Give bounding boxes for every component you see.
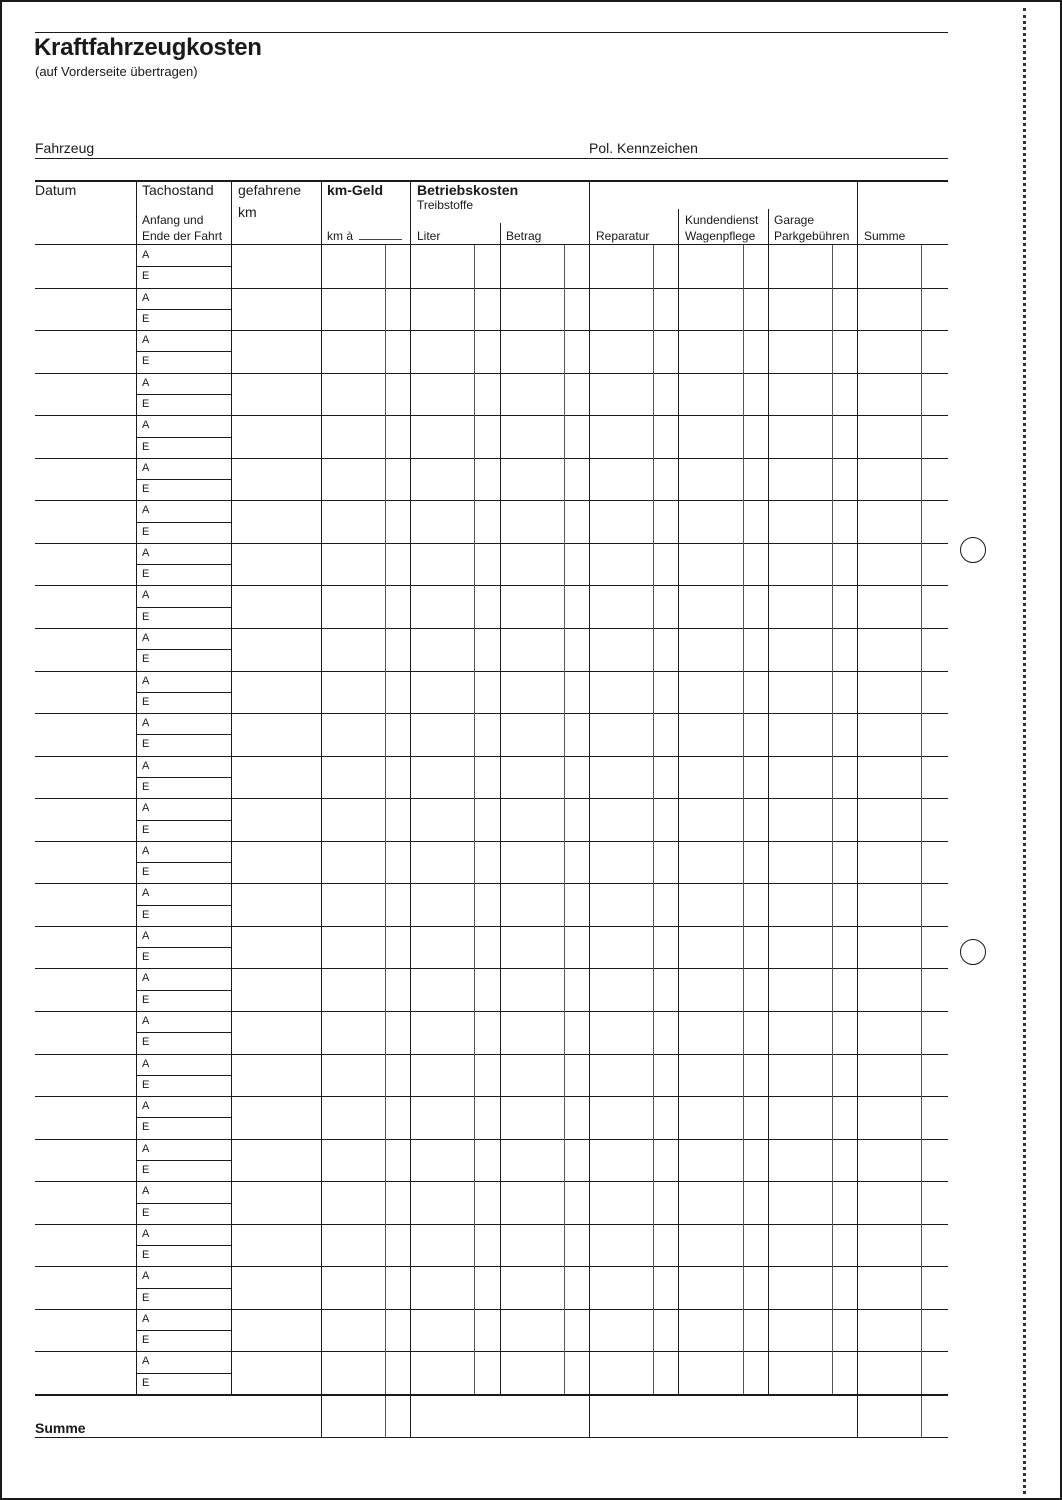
- tacho-subdivider: [136, 905, 232, 906]
- decimal-divider: [564, 245, 565, 1394]
- column-summe: Summe: [864, 229, 906, 243]
- tacho-subdivider: [136, 1075, 232, 1076]
- start-marker: A: [142, 887, 150, 899]
- column-rule: [231, 181, 232, 1394]
- column-rule: [136, 181, 137, 1394]
- row-separator: [35, 373, 948, 374]
- row-separator: [35, 671, 948, 672]
- decimal-divider: [653, 245, 654, 1394]
- end-marker: E: [142, 526, 150, 538]
- start-marker: A: [142, 419, 150, 431]
- start-marker: A: [142, 1270, 150, 1282]
- column-rule: [321, 181, 322, 1437]
- row-separator: [35, 628, 948, 629]
- decimal-divider: [832, 245, 833, 1394]
- tacho-subdivider: [136, 1373, 232, 1374]
- end-marker: E: [142, 1036, 150, 1048]
- row-separator: [35, 415, 948, 416]
- end-marker: E: [142, 738, 150, 750]
- row-separator: [35, 1054, 948, 1055]
- start-marker: A: [142, 1228, 150, 1240]
- decimal-divider: [474, 245, 475, 1394]
- end-marker: E: [142, 653, 150, 665]
- row-separator: [35, 1351, 948, 1352]
- column-rule: [589, 181, 590, 1437]
- column-rule: [768, 209, 769, 1394]
- start-marker: A: [142, 675, 150, 687]
- column-rule: [857, 181, 858, 1437]
- end-marker: E: [142, 1121, 150, 1133]
- end-marker: E: [142, 483, 150, 495]
- row-separator: [35, 543, 948, 544]
- table-header-bottom-rule: [35, 244, 948, 245]
- row-separator: [35, 1224, 948, 1225]
- column-rule: [589, 213, 590, 214]
- start-marker: A: [142, 1015, 150, 1027]
- tacho-subdivider: [136, 777, 232, 778]
- start-marker: A: [142, 632, 150, 644]
- column-rule: [678, 209, 679, 1394]
- row-separator: [35, 1309, 948, 1310]
- row-separator: [35, 330, 948, 331]
- tacho-subdivider: [136, 437, 232, 438]
- start-marker: A: [142, 1313, 150, 1325]
- perforation-line: [1023, 8, 1026, 1494]
- tacho-subdivider: [136, 564, 232, 565]
- column-kundendienst-2: Wagenpflege: [685, 229, 756, 243]
- end-marker: E: [142, 994, 150, 1006]
- column-betrag: Betrag: [506, 229, 542, 243]
- end-marker: E: [142, 398, 150, 410]
- column-kmgeld-rate: km à: [327, 229, 354, 243]
- column-rule: [500, 223, 501, 1394]
- end-marker: E: [142, 824, 150, 836]
- tacho-subdivider: [136, 1288, 232, 1289]
- row-separator: [35, 1139, 948, 1140]
- row-separator: [35, 1266, 948, 1267]
- start-marker: A: [142, 292, 150, 304]
- column-betriebskosten: Betriebskosten: [417, 182, 519, 198]
- end-marker: E: [142, 611, 150, 623]
- end-marker: E: [142, 1249, 150, 1261]
- summe-top-rule: [35, 1394, 948, 1396]
- column-rule: [410, 181, 411, 1437]
- start-marker: A: [142, 972, 150, 984]
- tacho-subdivider: [136, 479, 232, 480]
- start-marker: A: [142, 377, 150, 389]
- tacho-subdivider: [136, 1245, 232, 1246]
- punch-hole-lower: [960, 939, 986, 965]
- row-separator: [35, 841, 948, 842]
- end-marker: E: [142, 1207, 150, 1219]
- tacho-subdivider: [136, 862, 232, 863]
- column-liter: Liter: [417, 229, 441, 243]
- summe-bottom-rule: [35, 1437, 948, 1438]
- tacho-subdivider: [136, 394, 232, 395]
- column-gefahrene: gefahrene: [238, 182, 302, 198]
- start-marker: A: [142, 462, 150, 474]
- end-marker: E: [142, 866, 150, 878]
- page-title: Kraftfahrzeugkosten: [34, 34, 262, 61]
- tacho-subdivider: [136, 990, 232, 991]
- column-reparatur: Reparatur: [596, 229, 650, 243]
- start-marker: A: [142, 504, 150, 516]
- end-marker: E: [142, 1334, 150, 1346]
- tacho-subdivider: [136, 692, 232, 693]
- column-kundendienst-1: Kundendienst: [685, 213, 759, 227]
- end-marker: E: [142, 1292, 150, 1304]
- tacho-subdivider: [136, 734, 232, 735]
- row-separator: [35, 798, 948, 799]
- column-tachostand-sub-1: Anfang und: [142, 213, 204, 227]
- tacho-subdivider: [136, 1330, 232, 1331]
- header-top-rule: [35, 32, 948, 33]
- kmgeld-rate-field[interactable]: [359, 239, 402, 240]
- start-marker: A: [142, 930, 150, 942]
- column-tachostand-sub-2: Ende der Fahrt: [142, 229, 223, 243]
- page-subtitle: (auf Vorderseite übertragen): [35, 64, 198, 79]
- tacho-subdivider: [136, 1032, 232, 1033]
- column-tachostand: Tachostand: [142, 182, 214, 198]
- column-garage-1: Garage: [774, 213, 815, 227]
- start-marker: A: [142, 802, 150, 814]
- tacho-subdivider: [136, 820, 232, 821]
- start-marker: A: [142, 845, 150, 857]
- row-separator: [35, 883, 948, 884]
- start-marker: A: [142, 760, 150, 772]
- start-marker: A: [142, 1058, 150, 1070]
- decimal-divider: [921, 245, 922, 1437]
- tacho-subdivider: [136, 266, 232, 267]
- end-marker: E: [142, 568, 150, 580]
- tacho-subdivider: [136, 1203, 232, 1204]
- tacho-subdivider: [136, 607, 232, 608]
- tacho-subdivider: [136, 947, 232, 948]
- tacho-subdivider: [136, 1160, 232, 1161]
- row-separator: [35, 1181, 948, 1182]
- end-marker: E: [142, 781, 150, 793]
- column-kmgeld: km-Geld: [327, 182, 384, 198]
- tacho-subdivider: [136, 351, 232, 352]
- tacho-subdivider: [136, 649, 232, 650]
- end-marker: E: [142, 696, 150, 708]
- vehicle-label: Fahrzeug: [35, 140, 95, 156]
- row-separator: [35, 1096, 948, 1097]
- end-marker: E: [142, 270, 150, 282]
- tacho-subdivider: [136, 309, 232, 310]
- summe-label: Summe: [35, 1420, 86, 1436]
- end-marker: E: [142, 1079, 150, 1091]
- column-garage-2: Parkgebühren: [774, 229, 850, 243]
- end-marker: E: [142, 313, 150, 325]
- row-separator: [35, 968, 948, 969]
- row-separator: [35, 1011, 948, 1012]
- plate-label: Pol. Kennzeichen: [589, 140, 698, 156]
- row-separator: [35, 288, 948, 289]
- start-marker: A: [142, 547, 150, 559]
- start-marker: A: [142, 334, 150, 346]
- start-marker: A: [142, 1100, 150, 1112]
- punch-hole-upper: [960, 537, 986, 563]
- start-marker: A: [142, 249, 150, 261]
- start-marker: A: [142, 1185, 150, 1197]
- end-marker: E: [142, 951, 150, 963]
- row-separator: [35, 585, 948, 586]
- end-marker: E: [142, 1164, 150, 1176]
- column-treibstoffe: Treibstoffe: [417, 198, 474, 212]
- start-marker: A: [142, 717, 150, 729]
- vehicle-field-line[interactable]: [35, 158, 948, 159]
- decimal-divider: [743, 245, 744, 1394]
- tacho-subdivider: [136, 1117, 232, 1118]
- row-separator: [35, 500, 948, 501]
- tacho-subdivider: [136, 522, 232, 523]
- end-marker: E: [142, 1377, 150, 1389]
- start-marker: A: [142, 1143, 150, 1155]
- start-marker: A: [142, 1355, 150, 1367]
- row-separator: [35, 713, 948, 714]
- end-marker: E: [142, 355, 150, 367]
- end-marker: E: [142, 441, 150, 453]
- end-marker: E: [142, 909, 150, 921]
- decimal-divider: [385, 245, 386, 1437]
- row-separator: [35, 458, 948, 459]
- column-datum: Datum: [35, 182, 77, 198]
- column-gefahrene-km: km: [238, 204, 257, 220]
- row-separator: [35, 756, 948, 757]
- start-marker: A: [142, 589, 150, 601]
- row-separator: [35, 926, 948, 927]
